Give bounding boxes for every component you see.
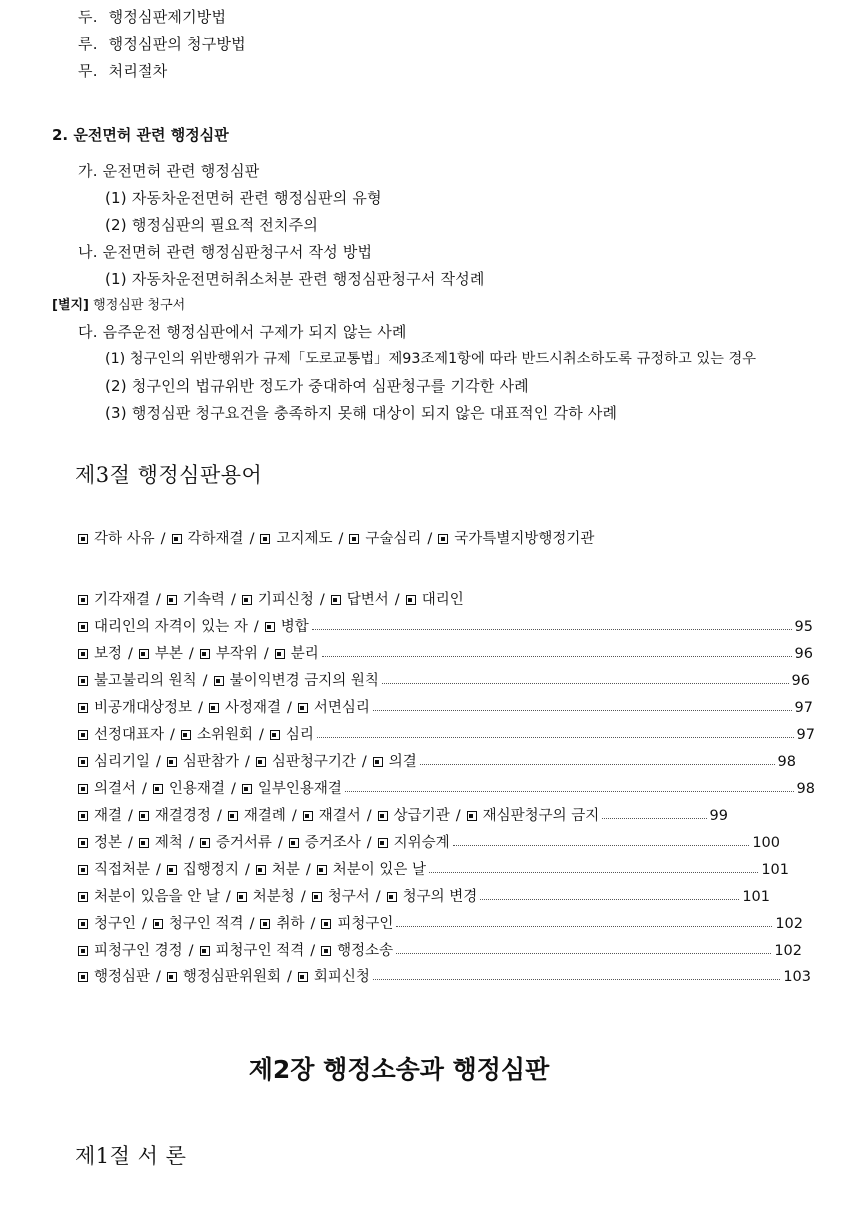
- checkbox-bullet-icon: [242, 784, 252, 794]
- page-number: 102: [774, 943, 802, 959]
- term-separator: /: [286, 969, 292, 985]
- glossary-row: [78, 752, 796, 772]
- checkbox-bullet-icon: [256, 865, 266, 875]
- term-separator: /: [455, 808, 461, 824]
- term-separator: /: [427, 531, 433, 547]
- glossary-term: 각하 사유: [94, 531, 155, 547]
- term-separator: /: [202, 673, 208, 689]
- glossary-terms: [78, 752, 417, 772]
- term-separator: /: [156, 754, 161, 770]
- glossary-terms: [78, 590, 464, 610]
- checkbox-bullet-icon: [78, 649, 88, 659]
- checkbox-bullet-icon: [78, 946, 88, 956]
- checkbox-bullet-icon: [228, 811, 238, 821]
- checkbox-bullet-icon: [78, 811, 88, 821]
- glossary-term: 청구인 적격: [168, 916, 244, 932]
- glossary-term: 재결례: [243, 808, 286, 824]
- page-number: 101: [742, 889, 770, 905]
- checkbox-bullet-icon: [275, 649, 285, 659]
- glossary-term: 증거서류: [215, 835, 272, 851]
- glossary-term: 집행정지: [182, 862, 239, 878]
- glossary-term: 피청구인 경정: [94, 943, 183, 959]
- checkbox-bullet-icon: [78, 622, 88, 632]
- glossary-term: 지위승계: [393, 835, 450, 851]
- checkbox-bullet-icon: [260, 919, 270, 929]
- checkbox-bullet-icon: [78, 892, 88, 902]
- leader-dots: [429, 872, 758, 873]
- term-separator: /: [156, 969, 161, 985]
- checkbox-bullet-icon: [209, 703, 219, 713]
- term-separator: /: [160, 531, 166, 547]
- term-separator: /: [253, 619, 259, 635]
- glossary-terms: [78, 860, 426, 880]
- checkbox-bullet-icon: [237, 892, 247, 902]
- glossary-terms: [78, 529, 594, 549]
- glossary-term: 재결: [94, 808, 123, 824]
- term-separator: /: [258, 727, 264, 743]
- checkbox-bullet-icon: [172, 534, 182, 544]
- glossary-term: 부본: [154, 646, 183, 662]
- checkbox-bullet-icon: [153, 784, 163, 794]
- checkbox-bullet-icon: [78, 838, 88, 848]
- glossary-terms: [78, 725, 314, 745]
- page-number: 103: [783, 969, 811, 985]
- glossary-term: 행정심판위원회: [182, 969, 281, 985]
- term-separator: /: [366, 835, 372, 851]
- checkbox-bullet-icon: [387, 892, 397, 902]
- page-number: 99: [709, 808, 728, 824]
- checkbox-bullet-icon: [378, 811, 388, 821]
- section-2-item-ga-1: (1) 자동차운전면허 관련 행정심판의 유형: [105, 189, 382, 207]
- glossary-term: 구술심리: [365, 531, 422, 547]
- glossary-term: 심판청구기간: [271, 754, 356, 770]
- checkbox-bullet-icon: [298, 703, 308, 713]
- checkbox-bullet-icon: [78, 534, 88, 544]
- section-2-item-ga: 가. 운전면허 관련 행정심판: [78, 162, 260, 180]
- checkbox-bullet-icon: [256, 757, 266, 767]
- glossary-term: 처분: [271, 862, 300, 878]
- checkbox-bullet-icon: [200, 946, 210, 956]
- subsection-3-title: 제3절 행정심판용어: [75, 463, 263, 487]
- page-number: 98: [796, 781, 815, 797]
- term-separator: /: [142, 916, 147, 932]
- glossary-term: 분리: [290, 646, 319, 662]
- glossary-term: 심리기일: [94, 754, 151, 770]
- page-number: 97: [794, 700, 813, 716]
- checkbox-bullet-icon: [139, 649, 149, 659]
- glossary-term: 행정소송: [337, 943, 394, 959]
- glossary-terms: [78, 671, 379, 691]
- glossary-term: 병합: [280, 619, 309, 635]
- leader-dots: [420, 764, 775, 765]
- outline-text: 행정심판의 청구방법: [108, 35, 246, 53]
- glossary-row: [78, 590, 464, 610]
- glossary-row: [78, 617, 813, 637]
- leader-dots: [453, 845, 750, 846]
- checkbox-bullet-icon: [167, 972, 177, 982]
- glossary-row: [78, 887, 770, 907]
- term-separator: /: [170, 727, 175, 743]
- checkbox-bullet-icon: [78, 784, 88, 794]
- page-number: 96: [791, 673, 810, 689]
- term-separator: /: [249, 531, 255, 547]
- glossary-row: [78, 860, 789, 880]
- term-separator: /: [188, 646, 194, 662]
- checkbox-bullet-icon: [78, 730, 88, 740]
- glossary-row: [78, 529, 594, 549]
- checkbox-bullet-icon: [78, 972, 88, 982]
- glossary-term: 처분이 있은 날: [332, 862, 427, 878]
- glossary-term: 상급기관: [393, 808, 450, 824]
- glossary-terms: [78, 806, 599, 826]
- leader-dots: [396, 926, 772, 927]
- glossary-term: 사정재결: [224, 700, 281, 716]
- checkbox-bullet-icon: [438, 534, 448, 544]
- term-separator: /: [216, 808, 222, 824]
- checkbox-bullet-icon: [378, 838, 388, 848]
- checkbox-bullet-icon: [78, 865, 88, 875]
- leader-dots: [322, 656, 792, 657]
- section-2-item-da-1: (1) 청구인의 위반행위가 규제「도로교통법」제93조제1항에 따라 반드시취소하도록 규정하고 있는 경우: [105, 351, 757, 367]
- term-separator: /: [300, 889, 306, 905]
- glossary-term: 행정심판: [94, 969, 151, 985]
- term-separator: /: [277, 835, 283, 851]
- glossary-row: [78, 698, 813, 718]
- glossary-term: 피청구인: [337, 916, 394, 932]
- term-separator: /: [230, 592, 236, 608]
- glossary-term: 인용재결: [168, 781, 225, 797]
- glossary-term: 대리인: [421, 592, 464, 608]
- glossary-term: 재심판청구의 금지: [482, 808, 600, 824]
- term-separator: /: [310, 943, 316, 959]
- checkbox-bullet-icon: [78, 919, 88, 929]
- glossary-row: [78, 967, 811, 987]
- outline-item-du: [78, 7, 226, 27]
- checkbox-bullet-icon: [139, 838, 149, 848]
- glossary-term: 취하: [276, 916, 305, 932]
- term-separator: /: [156, 862, 161, 878]
- leader-dots: [373, 979, 780, 980]
- term-separator: /: [244, 862, 250, 878]
- glossary-term: 증거조사: [304, 835, 361, 851]
- term-separator: /: [230, 781, 236, 797]
- checkbox-bullet-icon: [321, 919, 331, 929]
- glossary-term: 각하재결: [187, 531, 244, 547]
- subsection-1-title: 제1절 서 론: [75, 1144, 187, 1168]
- leader-dots: [345, 791, 794, 792]
- glossary-term: 청구인: [94, 916, 137, 932]
- outline-marker: 루.: [78, 35, 98, 53]
- glossary-term: 처분청: [252, 889, 295, 905]
- leader-dots: [480, 899, 739, 900]
- checkbox-bullet-icon: [78, 703, 88, 713]
- glossary-term: 회피신청: [313, 969, 370, 985]
- glossary-term: 심리: [285, 727, 314, 743]
- glossary-term: 의결: [388, 754, 417, 770]
- glossary-term: 직접처분: [94, 862, 151, 878]
- page-number: 98: [777, 754, 796, 770]
- glossary-term: 불이익변경 금지의 원칙: [229, 673, 379, 689]
- term-separator: /: [361, 754, 367, 770]
- outline-marker: 무.: [78, 62, 98, 80]
- checkbox-bullet-icon: [167, 757, 177, 767]
- glossary-term: 피청구인 적격: [215, 943, 305, 959]
- glossary-term: 불고불리의 원칙: [94, 673, 197, 689]
- term-separator: /: [188, 835, 194, 851]
- checkbox-bullet-icon: [298, 972, 308, 982]
- checkbox-bullet-icon: [289, 838, 299, 848]
- glossary-term: 서면심리: [313, 700, 370, 716]
- glossary-term: 국가특별지방행정기관: [454, 531, 595, 547]
- checkbox-bullet-icon: [181, 730, 191, 740]
- page-number: 95: [794, 619, 813, 635]
- section-2-item-na-1: (1) 자동차운전면허취소처분 관련 행정심판청구서 작성례: [105, 270, 485, 288]
- term-separator: /: [225, 889, 231, 905]
- checkbox-bullet-icon: [265, 622, 275, 632]
- glossary-row: [78, 725, 815, 745]
- checkbox-bullet-icon: [153, 919, 163, 929]
- outline-text: 처리절차: [108, 62, 168, 80]
- glossary-terms: [78, 779, 342, 799]
- term-separator: /: [310, 916, 316, 932]
- leader-dots: [382, 683, 789, 684]
- section-2-item-na: 나. 운전면허 관련 행정심판청구서 작성 방법: [78, 243, 373, 261]
- checkbox-bullet-icon: [331, 595, 341, 605]
- chapter-2-title: 제2장 행정소송과 행정심판: [248, 1055, 550, 1084]
- outline-marker: 두.: [78, 8, 98, 26]
- glossary-term: 의결서: [94, 781, 137, 797]
- glossary-terms: [78, 967, 370, 987]
- outline-item-ru: [78, 34, 246, 54]
- section-2-item-da-3: (3) 행정심판 청구요건을 충족하지 못해 대상이 되지 않은 대표적인 각하 사례: [105, 404, 618, 422]
- page-number: 97: [796, 727, 815, 743]
- glossary-terms: [78, 698, 370, 718]
- leader-dots: [317, 737, 794, 738]
- glossary-term: 재결서: [318, 808, 361, 824]
- checkbox-bullet-icon: [373, 757, 383, 767]
- page-number: 100: [752, 835, 780, 851]
- checkbox-bullet-icon: [467, 811, 477, 821]
- glossary-term: 부작위: [215, 646, 258, 662]
- glossary-row: [78, 914, 803, 934]
- term-separator: /: [375, 889, 381, 905]
- term-separator: /: [338, 531, 344, 547]
- checkbox-bullet-icon: [200, 649, 210, 659]
- outline-item-mu: [78, 61, 167, 81]
- glossary-term: 선정대표자: [94, 727, 165, 743]
- glossary-row: [78, 644, 813, 664]
- checkbox-bullet-icon: [78, 676, 88, 686]
- term-separator: /: [142, 781, 147, 797]
- glossary-term: 제척: [154, 835, 183, 851]
- glossary-term: 보정: [94, 646, 123, 662]
- term-separator: /: [156, 592, 161, 608]
- glossary-term: 기속력: [182, 592, 225, 608]
- glossary-row: [78, 941, 802, 961]
- glossary-term: 일부인용재결: [257, 781, 342, 797]
- glossary-row: [78, 671, 810, 691]
- section-2-item-da: 다. 음주운전 행정심판에서 구제가 되지 않는 사례: [78, 323, 407, 341]
- glossary-row: [78, 779, 815, 799]
- term-separator: /: [244, 754, 250, 770]
- checkbox-bullet-icon: [200, 838, 210, 848]
- term-separator: /: [128, 646, 133, 662]
- glossary-term: 대리인의 자격이 있는 자: [94, 619, 248, 635]
- checkbox-bullet-icon: [312, 892, 322, 902]
- term-separator: /: [198, 700, 203, 716]
- term-separator: /: [366, 808, 372, 824]
- checkbox-bullet-icon: [317, 865, 327, 875]
- checkbox-bullet-icon: [321, 946, 331, 956]
- glossary-term: 심판참가: [182, 754, 239, 770]
- leader-dots: [602, 818, 706, 819]
- glossary-term: 처분이 있음을 안 날: [94, 889, 220, 905]
- glossary-term: 기피신청: [257, 592, 314, 608]
- leader-dots: [312, 629, 792, 630]
- term-separator: /: [128, 835, 133, 851]
- checkbox-bullet-icon: [167, 595, 177, 605]
- term-separator: /: [291, 808, 297, 824]
- term-separator: /: [286, 700, 292, 716]
- section-2-item-da-2: (2) 청구인의 법규위반 정도가 중대하여 심판청구를 기각한 사례: [105, 377, 529, 395]
- glossary-terms: [78, 644, 319, 664]
- glossary-terms: [78, 617, 309, 637]
- annex-line: [52, 297, 185, 315]
- leader-dots: [396, 953, 771, 954]
- glossary-term: 기각재결: [94, 592, 151, 608]
- glossary-row: [78, 806, 728, 826]
- term-separator: /: [319, 592, 325, 608]
- section-2-title: 2. 운전면허 관련 행정심판: [52, 126, 229, 144]
- glossary-term: 청구의 변경: [402, 889, 478, 905]
- term-separator: /: [305, 862, 311, 878]
- page-number: 101: [761, 862, 789, 878]
- checkbox-bullet-icon: [406, 595, 416, 605]
- term-separator: /: [263, 646, 269, 662]
- term-separator: /: [249, 916, 255, 932]
- checkbox-bullet-icon: [78, 757, 88, 767]
- glossary-term: 고지제도: [276, 531, 333, 547]
- glossary-terms: [78, 887, 477, 907]
- checkbox-bullet-icon: [270, 730, 280, 740]
- annex-tag: [별지]: [52, 298, 89, 313]
- term-separator: /: [128, 808, 133, 824]
- section-2-item-ga-2: (2) 행정심판의 필요적 전치주의: [105, 216, 319, 234]
- checkbox-bullet-icon: [242, 595, 252, 605]
- glossary-row: [78, 833, 780, 853]
- page-number: 102: [775, 916, 803, 932]
- checkbox-bullet-icon: [139, 811, 149, 821]
- glossary-terms: [78, 914, 393, 934]
- page-number: 96: [794, 646, 813, 662]
- checkbox-bullet-icon: [78, 595, 88, 605]
- leader-dots: [373, 710, 792, 711]
- checkbox-bullet-icon: [167, 865, 177, 875]
- glossary-term: 소위원회: [196, 727, 253, 743]
- term-separator: /: [188, 943, 194, 959]
- annex-text: 행정심판 청구서: [93, 298, 186, 313]
- glossary-term: 비공개대상정보: [94, 700, 193, 716]
- checkbox-bullet-icon: [303, 811, 313, 821]
- glossary-terms: [78, 941, 393, 961]
- glossary-term: 답변서: [346, 592, 389, 608]
- checkbox-bullet-icon: [349, 534, 359, 544]
- glossary-term: 청구서: [327, 889, 370, 905]
- outline-text: 행정심판제기방법: [108, 8, 227, 26]
- glossary-term: 정본: [94, 835, 123, 851]
- checkbox-bullet-icon: [214, 676, 224, 686]
- glossary-terms: [78, 833, 450, 853]
- checkbox-bullet-icon: [260, 534, 270, 544]
- glossary-term: 재결경정: [154, 808, 211, 824]
- term-separator: /: [394, 592, 400, 608]
